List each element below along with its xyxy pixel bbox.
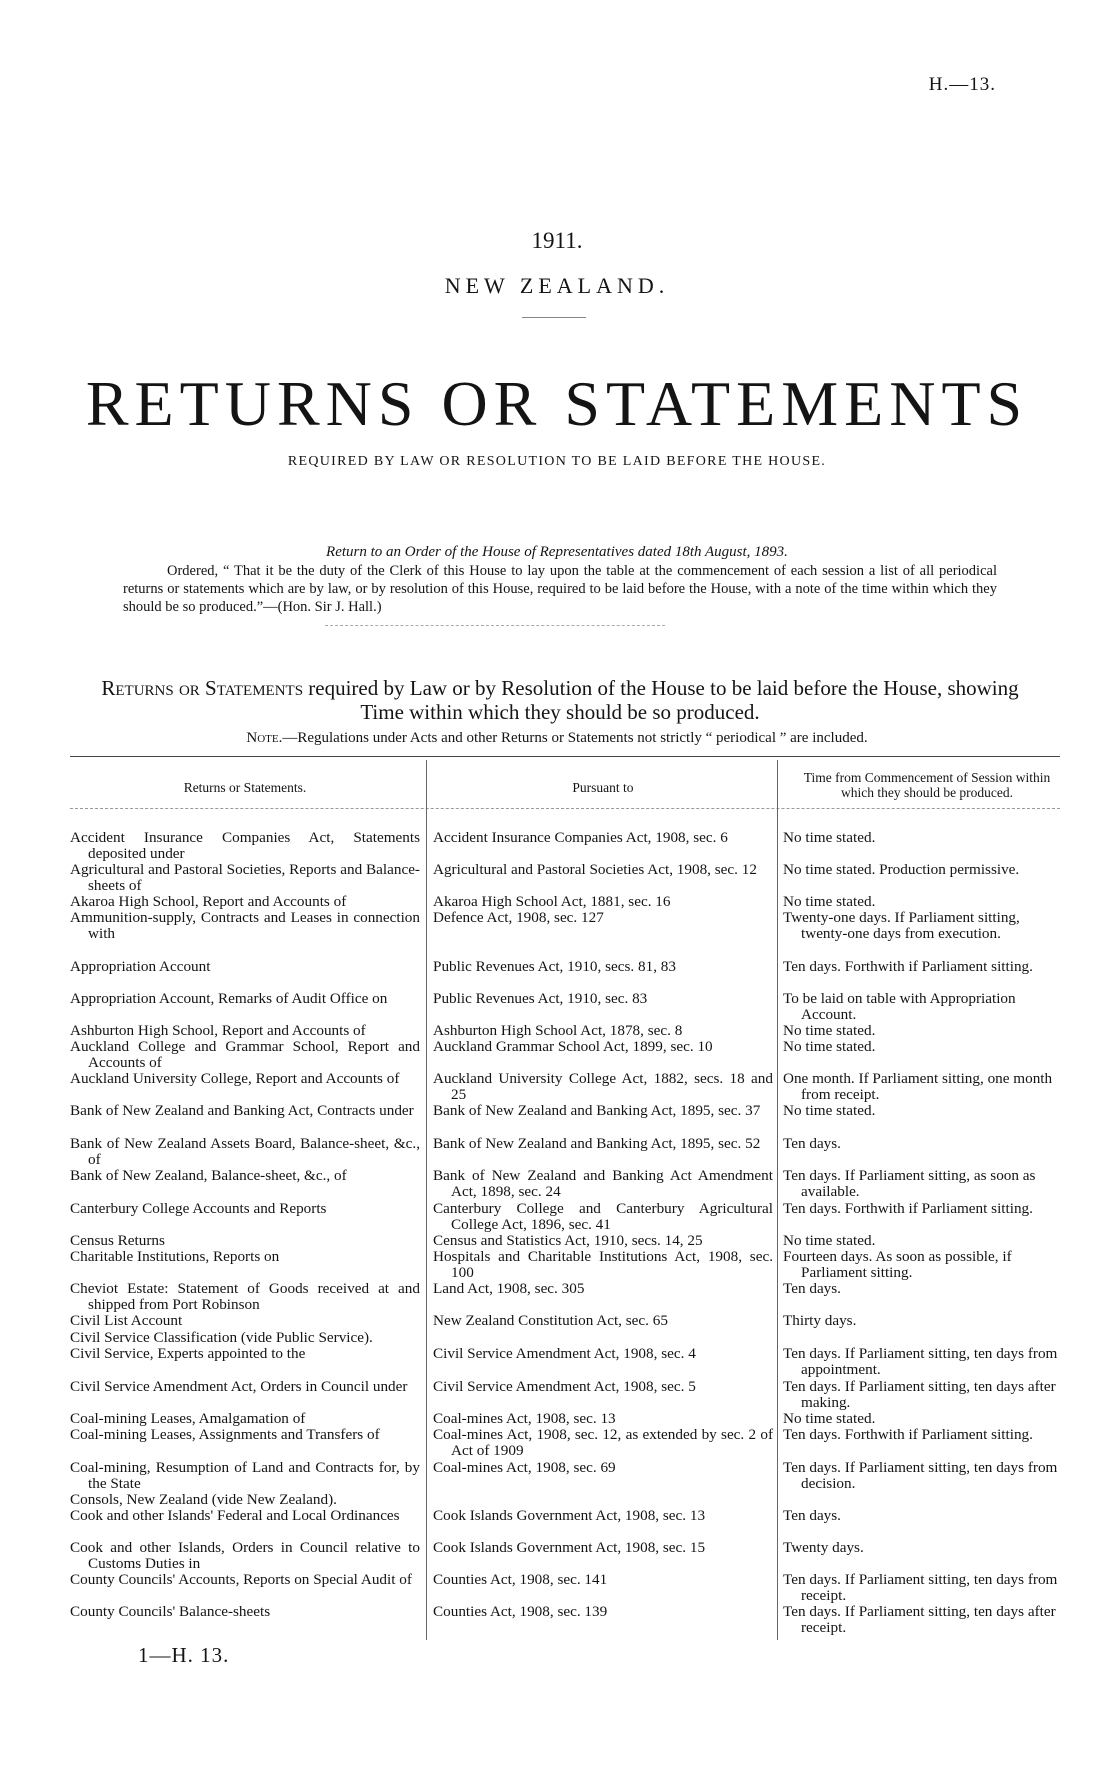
time-cell: [783, 1460, 1063, 1492]
time-cell: [783, 1233, 1063, 1249]
returns-cell-text: Appropriation Account: [70, 958, 211, 975]
pursuant-cell: [433, 1136, 773, 1152]
returns-cell-text: Civil Service, Experts appointed to the: [70, 1345, 306, 1362]
note: [0, 730, 1114, 747]
pursuant-cell: [433, 1508, 773, 1524]
time-cell-text: Ten days. If Parliament sitting, ten days from decision.: [783, 1459, 1058, 1492]
table-top-rule: [70, 756, 1060, 757]
pursuant-cell: [433, 1313, 773, 1329]
returns-cell-text: Canterbury College Accounts and Reports: [70, 1200, 327, 1217]
pursuant-cell-text: New Zealand Constitution Act, sec. 65: [433, 1312, 668, 1329]
pursuant-cell-text: Accident Insurance Companies Act, 1908, sec. 6: [433, 829, 728, 846]
pursuant-cell-text: Public Revenues Act, 1910, secs. 81, 83: [433, 958, 676, 975]
returns-cell: [70, 910, 420, 942]
pursuant-cell-text: Agricultural and Pastoral Societies Act, 1908, sec. 12: [433, 861, 757, 878]
returns-cell: [70, 991, 420, 1007]
pursuant-cell-text: Bank of New Zealand and Banking Act, 1895, sec. 52: [433, 1135, 761, 1152]
time-cell-text: To be laid on table with Appropriation Account.: [783, 990, 1016, 1023]
column-header-pursuant: Pursuant to: [572, 780, 634, 795]
column-divider-2: [777, 760, 778, 1640]
pursuant-cell-text: Public Revenues Act, 1910, sec. 83: [433, 990, 648, 1007]
time-cell-text: Ten days. If Parliament sitting, as soon as available.: [783, 1167, 1036, 1200]
returns-cell: [70, 1346, 420, 1362]
time-cell: [783, 1346, 1063, 1378]
pursuant-cell: [433, 1346, 773, 1362]
time-cell: [783, 1039, 1063, 1055]
pursuant-cell-text: Defence Act, 1908, sec. 127: [433, 909, 604, 926]
time-cell-text: No time stated.: [783, 1232, 876, 1249]
year: 1911.: [531, 228, 583, 253]
time-cell: [783, 1071, 1063, 1103]
intro-text: [80, 676, 1040, 724]
pursuant-cell: [433, 1460, 773, 1476]
returns-cell: [70, 1411, 420, 1427]
time-cell: [783, 1379, 1063, 1411]
returns-cell: [70, 830, 420, 862]
pursuant-cell: [433, 1233, 773, 1249]
pursuant-cell-text: Coal-mines Act, 1908, sec. 12, as extended by sec. 2 of Act of 1909: [433, 1426, 773, 1459]
pursuant-cell-text: Auckland Grammar School Act, 1899, sec. 10: [433, 1038, 713, 1055]
returns-cell: [70, 1460, 420, 1492]
pursuant-cell: [433, 1201, 773, 1233]
time-cell: [783, 830, 1063, 846]
pursuant-cell: [433, 1103, 773, 1119]
pursuant-cell-text: Land Act, 1908, sec. 305: [433, 1280, 585, 1297]
pursuant-cell-text: Bank of New Zealand and Banking Act, 1895, sec. 37: [433, 1102, 761, 1119]
pursuant-cell: [433, 1427, 773, 1459]
pursuant-cell: [433, 1411, 773, 1427]
returns-cell-text: Cheviot Estate: Statement of Goods received at and shipped from Port Robinson: [70, 1280, 420, 1313]
returns-cell: [70, 1233, 420, 1249]
time-cell-text: Ten days. Forthwith if Parliament sitting.: [783, 958, 1033, 975]
time-cell-text: Ten days.: [783, 1135, 841, 1152]
time-cell-text: Twenty days.: [783, 1539, 864, 1556]
returns-cell-text: Cook and other Islands, Orders in Council relative to Customs Duties in: [70, 1539, 420, 1572]
pursuant-cell: [433, 894, 773, 910]
returns-cell-text: Ammunition-supply, Contracts and Leases in connection with: [70, 909, 420, 942]
time-cell: [783, 1023, 1063, 1039]
returns-cell: [70, 1572, 420, 1588]
pursuant-cell-text: Akaroa High School Act, 1881, sec. 16: [433, 893, 671, 910]
time-cell-text: Ten days. Forthwith if Parliament sitting.: [783, 1200, 1033, 1217]
table-header-rule: [70, 808, 1060, 809]
time-cell-text: Ten days. If Parliament sitting, ten days after making.: [783, 1378, 1056, 1411]
returns-cell: [70, 1136, 420, 1168]
returns-cell-text: Coal-mining Leases, Amalgamation of: [70, 1410, 306, 1427]
pursuant-cell-text: Census and Statistics Act, 1910, secs. 14, 25: [433, 1232, 703, 1249]
time-cell: [783, 1281, 1063, 1297]
time-cell-text: Ten days. If Parliament sitting, ten days after receipt.: [783, 1603, 1056, 1636]
returns-cell: [70, 1427, 420, 1443]
pursuant-cell: [433, 1281, 773, 1297]
subtitle: REQUIRED BY LAW OR RESOLUTION TO BE LAID BEFORE THE HOUSE.: [287, 454, 827, 469]
pursuant-cell: [433, 1168, 773, 1200]
page-ref: H.—13.: [928, 74, 996, 95]
time-cell: [783, 1201, 1063, 1217]
returns-cell: [70, 1281, 420, 1313]
time-cell-text: Ten days.: [783, 1280, 841, 1297]
time-cell-text: No time stated.: [783, 1102, 876, 1119]
time-cell-text: No time stated.: [783, 893, 876, 910]
main-title: RETURNS OR STATEMENTS: [85, 368, 1029, 439]
pursuant-cell: [433, 1604, 773, 1620]
time-cell: [783, 1313, 1063, 1329]
intro-prefix: Returns or Statements: [101, 676, 304, 700]
returns-cell-text: Civil Service Amendment Act, Orders in Council under: [70, 1378, 408, 1395]
returns-cell-text: County Councils' Accounts, Reports on Special Audit of: [70, 1571, 412, 1588]
returns-cell: [70, 1103, 420, 1119]
dotted-rule: [325, 625, 665, 626]
column-divider-1: [426, 760, 427, 1640]
order-text: Ordered, “ That it be the duty of the Clerk of this House to lay upon the table at the commencement of each session a list of all periodical returns or statements which are by law, or by resolution of this House, required to be laid before the House, with a note of the time within which they should be so produced.”—(Hon. Sir J. Hall.): [123, 563, 997, 615]
returns-cell-text: Coal-mining, Resumption of Land and Contracts for, by the State: [70, 1459, 420, 1492]
pursuant-cell-text: Hospitals and Charitable Institutions Act, 1908, sec. 100: [433, 1248, 773, 1281]
pursuant-cell: [433, 991, 773, 1007]
time-cell: [783, 959, 1063, 975]
time-cell-text: Ten days.: [783, 1507, 841, 1524]
returns-cell-text: Cook and other Islands' Federal and Local Ordinances: [70, 1507, 400, 1524]
pursuant-cell-text: Civil Service Amendment Act, 1908, sec. 4: [433, 1345, 696, 1362]
time-cell-text: Ten days. If Parliament sitting, ten days from receipt.: [783, 1571, 1058, 1604]
pursuant-cell: [433, 1071, 773, 1103]
time-cell: [783, 1168, 1063, 1200]
footer-signature: 1—H. 13.: [138, 1643, 230, 1667]
pursuant-cell: [433, 1023, 773, 1039]
time-cell: [783, 862, 1063, 878]
time-cell: [783, 1136, 1063, 1152]
pursuant-cell-text: Cook Islands Government Act, 1908, sec. 13: [433, 1507, 706, 1524]
time-cell-text: One month. If Parliament sitting, one month from receipt.: [783, 1070, 1053, 1103]
time-cell: [783, 910, 1063, 942]
column-header-time: Time from Commencement of Session within which they should be produced.: [803, 770, 1051, 800]
returns-cell-text: County Councils' Balance-sheets: [70, 1603, 271, 1620]
returns-cell: [70, 1071, 420, 1087]
time-cell-text: No time stated.: [783, 1410, 876, 1427]
returns-cell: [70, 1379, 420, 1395]
time-cell-text: Ten days. Forthwith if Parliament sitting.: [783, 1426, 1033, 1443]
pursuant-cell: [433, 862, 773, 878]
returns-cell-text: Accident Insurance Companies Act, Statements deposited under: [70, 829, 420, 862]
time-cell-text: Ten days. If Parliament sitting, ten days from appointment.: [783, 1345, 1058, 1378]
pursuant-cell-text: Cook Islands Government Act, 1908, sec. 15: [433, 1539, 706, 1556]
time-cell: [783, 1249, 1063, 1281]
pursuant-cell-text: Civil Service Amendment Act, 1908, sec. 5: [433, 1378, 696, 1395]
pursuant-cell: [433, 1249, 773, 1281]
time-cell-text: Twenty-one days. If Parliament sitting, twenty-one days from execution.: [783, 909, 1020, 942]
order-heading: Return to an Order of the House of Representatives dated 18th August, 1893.: [326, 544, 788, 560]
pursuant-cell-text: Auckland University College Act, 1882, secs. 18 and 25: [433, 1070, 773, 1103]
returns-cell-text: Auckland University College, Report and Accounts of: [70, 1070, 400, 1087]
returns-cell-text: Civil List Account: [70, 1312, 183, 1329]
time-cell-text: Thirty days.: [783, 1312, 857, 1329]
time-cell: [783, 1572, 1063, 1604]
returns-cell-text: Consols, New Zealand (vide New Zealand).: [70, 1491, 337, 1508]
pursuant-cell-text: Ashburton High School Act, 1878, sec. 8: [433, 1022, 683, 1039]
pursuant-cell: [433, 1039, 773, 1055]
pursuant-cell: [433, 1572, 773, 1588]
returns-cell-text: Charitable Institutions, Reports on: [70, 1248, 280, 1265]
returns-cell: [70, 1249, 420, 1265]
time-cell-text: No time stated.: [783, 1038, 876, 1055]
returns-cell-text: Coal-mining Leases, Assignments and Transfers of: [70, 1426, 380, 1443]
time-cell-text: No time stated.: [783, 829, 876, 846]
returns-cell-text: Agricultural and Pastoral Societies, Reports and Balance-sheets of: [70, 861, 420, 894]
pursuant-cell-text: Coal-mines Act, 1908, sec. 69: [433, 1459, 616, 1476]
returns-cell-text: Census Returns: [70, 1232, 165, 1249]
returns-cell: [70, 1508, 420, 1524]
returns-cell: [70, 862, 420, 894]
country: NEW ZEALAND.: [444, 273, 670, 298]
returns-cell: [70, 1540, 420, 1572]
time-cell: [783, 1103, 1063, 1119]
intro-body: required by Law or by Resolution of the House to be laid before the House, showing Time within which they should be so produced.: [303, 676, 1019, 724]
returns-cell: [70, 1492, 420, 1508]
note-label: Note.: [246, 730, 283, 746]
time-cell-text: Fourteen days. As soon as possible, if Parliament sitting.: [783, 1248, 1012, 1281]
pursuant-cell-text: Bank of New Zealand and Banking Act Amendment Act, 1898, sec. 24: [433, 1167, 773, 1200]
pursuant-cell: [433, 830, 773, 846]
time-cell: [783, 1427, 1063, 1443]
time-cell: [783, 1508, 1063, 1524]
returns-cell: [70, 1313, 420, 1329]
pursuant-cell-text: Counties Act, 1908, sec. 141: [433, 1571, 608, 1588]
time-cell: [783, 1540, 1063, 1556]
time-cell: [783, 894, 1063, 910]
returns-cell: [70, 1604, 420, 1620]
returns-cell: [70, 894, 420, 910]
pursuant-cell-text: Coal-mines Act, 1908, sec. 13: [433, 1410, 616, 1427]
note-text: —Regulations under Acts and other Returns or Statements not strictly “ periodical ” are included.: [282, 730, 868, 746]
time-cell: [783, 991, 1063, 1023]
time-cell-text: No time stated. Production permissive.: [783, 861, 1020, 878]
pursuant-cell: [433, 959, 773, 975]
returns-cell: [70, 1168, 420, 1184]
pursuant-cell-text: Counties Act, 1908, sec. 139: [433, 1603, 608, 1620]
pursuant-cell: [433, 1540, 773, 1556]
returns-cell-text: Auckland College and Grammar School, Report and Accounts of: [70, 1038, 420, 1071]
returns-cell: [70, 1039, 420, 1071]
pursuant-cell: [433, 1379, 773, 1395]
returns-cell: [70, 959, 420, 975]
returns-cell-text: Akaroa High School, Report and Accounts of: [70, 893, 347, 910]
short-rule: [522, 317, 586, 318]
returns-cell-text: Appropriation Account, Remarks of Audit Office on: [70, 990, 388, 1007]
returns-cell: [70, 1201, 420, 1217]
time-cell-text: No time stated.: [783, 1022, 876, 1039]
returns-cell-text: Bank of New Zealand Assets Board, Balance-sheet, &c., of: [70, 1135, 420, 1168]
returns-cell: [70, 1023, 420, 1039]
returns-cell-text: Ashburton High School, Report and Accounts of: [70, 1022, 366, 1039]
column-header-returns: Returns or Statements.: [183, 780, 307, 795]
returns-cell-text: Bank of New Zealand and Banking Act, Contracts under: [70, 1102, 414, 1119]
pursuant-cell-text: Canterbury College and Canterbury Agricultural College Act, 1896, sec. 41: [433, 1200, 773, 1233]
time-cell: [783, 1411, 1063, 1427]
pursuant-cell: [433, 910, 773, 926]
returns-cell-text: Civil Service Classification (vide Public Service).: [70, 1329, 373, 1346]
returns-cell-text: Bank of New Zealand, Balance-sheet, &c., of: [70, 1167, 347, 1184]
time-cell: [783, 1604, 1063, 1636]
returns-cell: [70, 1330, 420, 1346]
